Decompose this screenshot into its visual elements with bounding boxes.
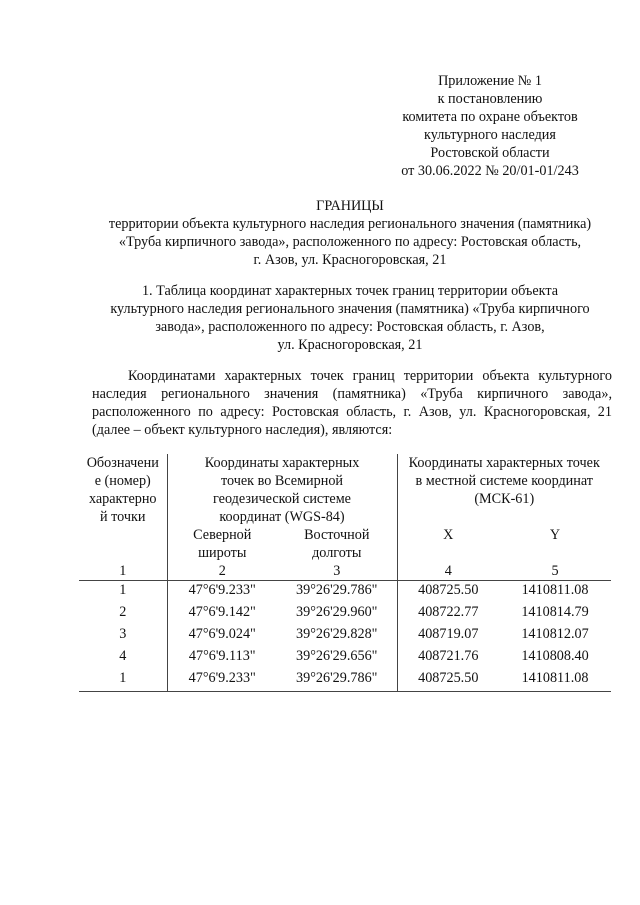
x-cell: 408725.50 [397,669,499,692]
section-line: завода», расположенного по адресу: Ростовская область, г. Азов, [155,319,545,335]
column-number: 5 [499,562,611,581]
title-line: «Труба кирпичного завода», расположенного по адресу: Ростовская область, [118,234,582,250]
paragraph-line: наследия регионального значения (памятника) «Труба кирпичного завода», [92,386,612,402]
point-number-cell: 4 [79,647,167,669]
x-cell: 408719.07 [418,626,479,642]
longitude-cell: 39°26'29.960" [277,603,397,625]
table-row [79,603,611,625]
column-number: 4 [397,562,499,581]
table-row [79,647,611,669]
point-number-cell: 1 [79,669,167,692]
point-number-cell: 3 [79,625,167,647]
table-row [79,625,611,647]
latitude-cell: 47°6'9.233" [167,669,277,692]
appendix-block [380,72,600,180]
section-line: культурного наследия регионального значения (памятника) «Труба кирпичного [110,301,590,317]
y-cell: 1410814.79 [521,604,589,620]
x-cell: 408722.77 [418,604,479,620]
section-line: 1. Таблица координат характерных точек границ территории объекта [141,283,559,299]
east-longitude-header [277,526,397,562]
longitude-cell: 39°26'29.656" [277,647,397,669]
latitude-cell: 47°6'9.233" [188,582,256,598]
wgs84-header [167,454,397,526]
section-line: ул. Красногоровская, 21 [277,337,423,353]
y-cell: 1410812.07 [521,626,589,642]
column-number-row [79,562,611,581]
appendix-line: Ростовской области [430,145,550,161]
latitude-cell: 47°6'9.113" [188,648,256,664]
appendix-line: комитета по охране объектов [402,109,578,125]
table-row [79,669,611,692]
y-cell: 1410811.08 [499,669,611,692]
x-cell: 408725.50 [418,582,479,598]
header-text: Восточной долготы [304,527,370,561]
x-cell: 408721.76 [418,648,479,664]
column-number: 1 [79,562,167,581]
table-row [79,581,611,604]
msk61-header [397,454,611,526]
x-header: X [443,527,454,543]
document-title-block [70,197,630,269]
intro-paragraph [92,367,612,439]
document-heading: ГРАНИЦЫ [316,198,384,214]
appendix-line: культурного наследия [424,127,556,143]
longitude-cell: 39°26'29.786" [277,669,397,692]
point-designation-header [79,454,167,562]
header-text: Координаты характерных точек в местной системе координат (МСК-61) [408,455,600,507]
y-cell: 1410808.40 [521,648,589,664]
appendix-line: Приложение № 1 [438,73,542,89]
appendix-date-line: от 30.06.2022 № 20/01-01/243 [401,163,579,179]
title-line: территории объекта культурного наследия регионального значения (памятника) [108,216,592,232]
title-line: г. Азов, ул. Красногоровская, 21 [253,252,447,268]
paragraph-line: Координатами характерных точек границ территории объекта культурного [128,368,612,384]
y-cell: 1410811.08 [521,582,589,598]
point-number-cell: 1 [79,581,167,604]
latitude-cell: 47°6'9.024" [188,626,256,642]
y-header: Y [549,527,561,543]
appendix-line: к постановлению [437,91,543,107]
coordinates-table [79,454,611,692]
paragraph-line: расположенного по адресу: Ростовская область, г. Азов, ул. Красногоровская, 21 [92,404,612,420]
longitude-cell: 39°26'29.786" [277,581,397,604]
header-text: Северной широты [193,527,252,561]
header-text: Координаты характерных точек во Всемирной геодезической системе координат (WGS-84) [204,455,360,525]
paragraph-line: (далее – объект культурного наследия), являются: [92,422,393,438]
north-latitude-header [167,526,277,562]
longitude-cell: 39°26'29.828" [277,625,397,647]
column-number: 3 [277,562,397,581]
column-number: 2 [167,562,277,581]
header-text: Обозначени е (номер) характерно й точки [86,455,159,525]
latitude-cell: 47°6'9.142" [188,604,256,620]
section-1-heading [70,282,630,354]
point-number-cell: 2 [79,603,167,625]
